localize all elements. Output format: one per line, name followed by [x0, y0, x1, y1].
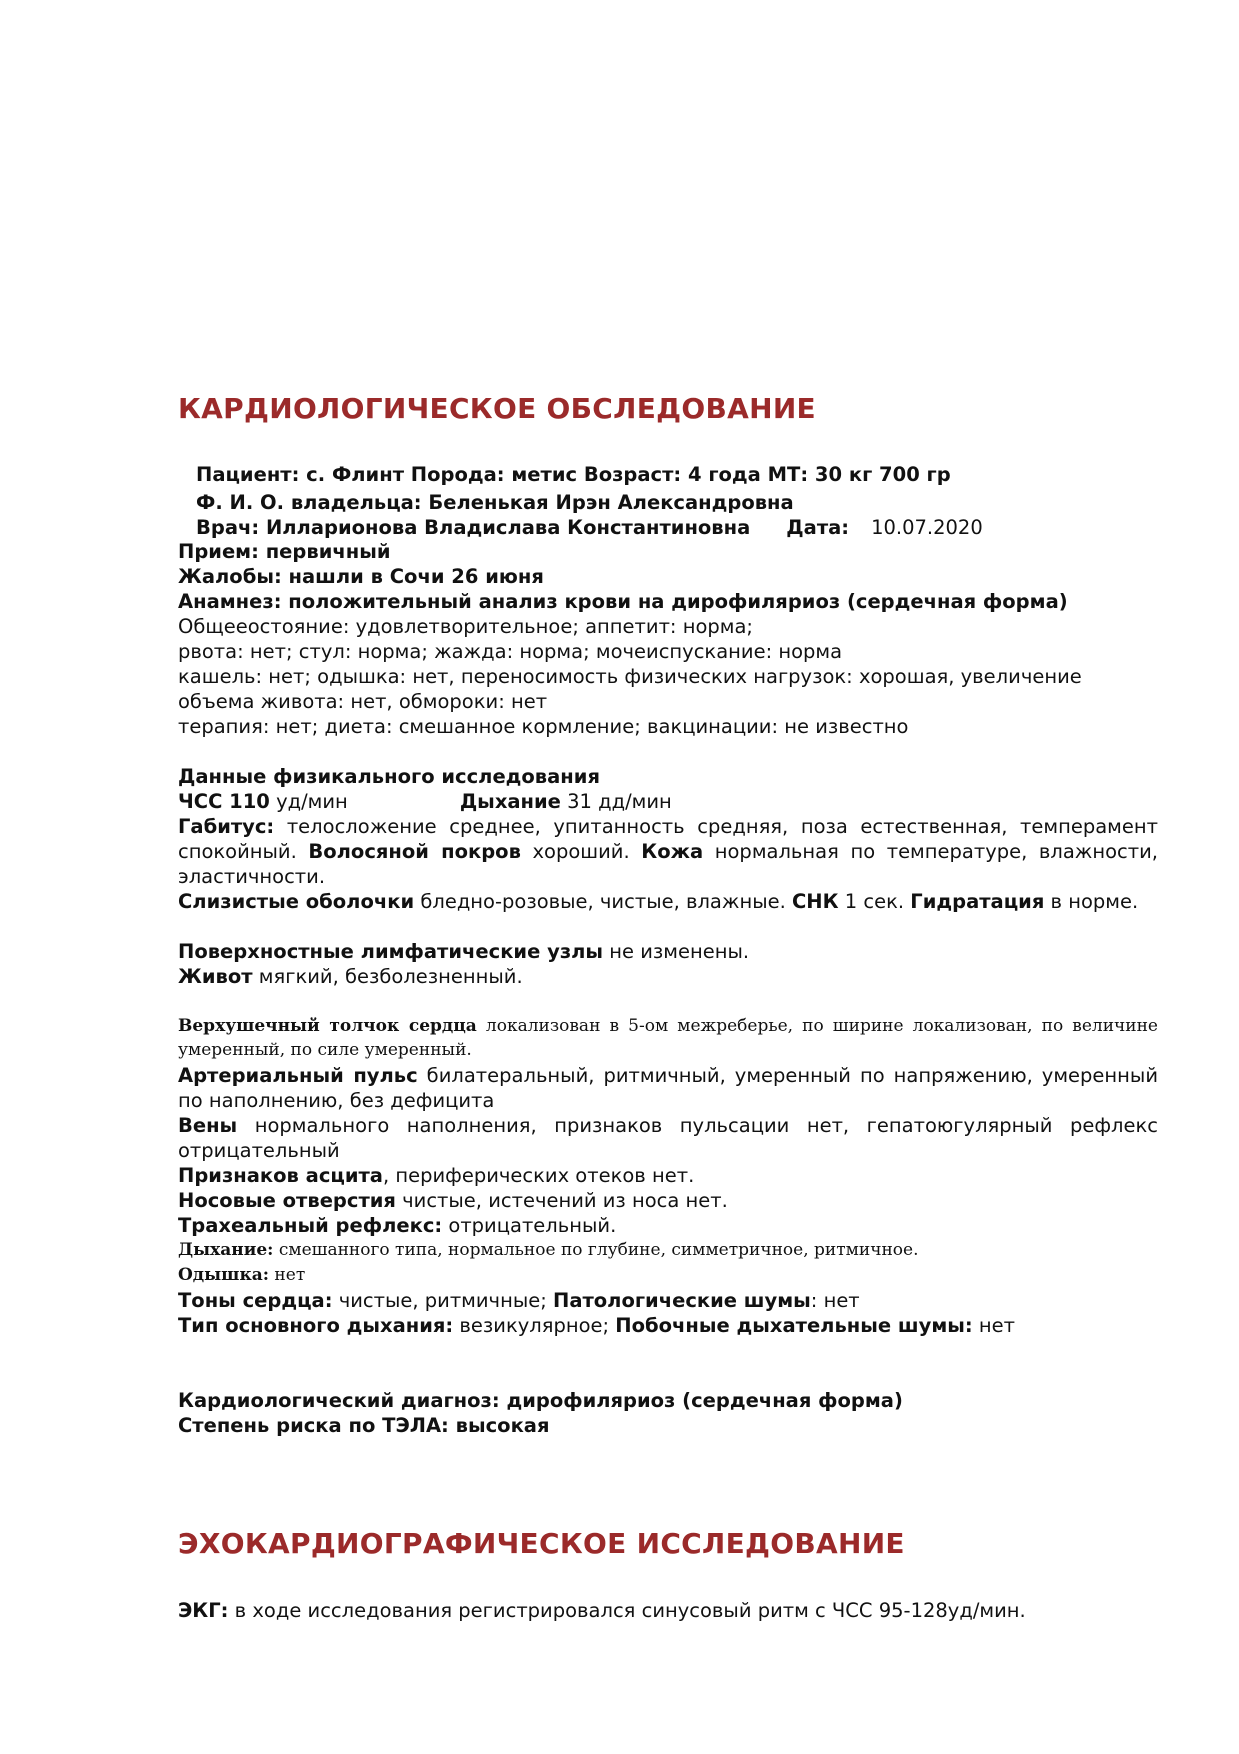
tones-label: Тоны сердца: [178, 1289, 333, 1312]
hair-label: Волосяной покров [308, 840, 521, 863]
patient-line: Пациент: с. Флинт Порода: метис Возраст: 4 года МТ: 30 кг 700 гр [196, 463, 951, 486]
veins-text: нормального наполнения, признаков пульсации нет, гепатоюгулярный рефлекс отрицательный [178, 1114, 1158, 1162]
physical-heading: Данные физикального исследования [178, 765, 600, 788]
crt-text: 1 сек. [838, 890, 911, 913]
breath-type-label: Тип основного дыхания: [178, 1314, 454, 1337]
complaints-line: Жалобы: нашли в Сочи 26 июня [178, 565, 544, 588]
dyspnea-text: нет [269, 1265, 306, 1285]
hair-text: хороший. [520, 840, 642, 863]
mucosa-label: Слизистые оболочки [178, 890, 415, 913]
mucosa-text: бледно-розовые, чистые, влажные. [414, 890, 792, 913]
general-line-2: рвота: нет; стул: норма; жажда: норма; мочеиспускание: норма [178, 640, 843, 663]
dyspnea-label: Одышка: [178, 1265, 270, 1285]
habitus-text: телосложение среднее, упитанность средняя, поза естественная, темперамент спокойный. [178, 815, 1158, 863]
apex-text: локализован в 5-ом межреберье, по ширине локализован, по величине умеренный, по силе умеренный. [178, 1016, 1158, 1060]
mucosa-paragraph [178, 889, 1158, 914]
reception-line: Прием: первичный [178, 540, 391, 563]
section-title-cardiology: КАРДИОЛОГИЧЕСКОЕ ОБСЛЕДОВАНИЕ [178, 392, 816, 425]
dyspnea-line [178, 1263, 1158, 1288]
ecg-line [178, 1598, 1158, 1623]
abdomen-text: мягкий, безболезненный. [252, 965, 523, 988]
extra-sounds-text: нет [972, 1314, 1016, 1337]
hydration-label: Гидратация [910, 890, 1045, 913]
breath-type-text: везикулярное; [453, 1314, 616, 1337]
tones-text: чистые, ритмичные; [332, 1289, 553, 1312]
breathing-line [178, 1238, 1158, 1263]
crt-label: СНК [792, 890, 839, 913]
ecg-text: в ходе исследования регистрировался синусовый ритм с ЧСС 95-128уд/мин. [228, 1599, 1026, 1622]
doctor-label: Врач: Илларионова Владислава Константиновна [196, 516, 751, 539]
hydration-text: в норме. [1044, 890, 1139, 913]
breathing-label: Дыхание: [178, 1240, 274, 1260]
murmur-label: Патологические шумы [553, 1289, 811, 1312]
apex-label: Верхушечный толчок сердца [178, 1016, 477, 1036]
pulse-paragraph [178, 1063, 1158, 1113]
apex-paragraph [178, 1014, 1158, 1062]
resp-label: Дыхание [459, 790, 561, 813]
habitus-paragraph [178, 814, 1158, 889]
pulse-label: Артериальный пульс [178, 1064, 418, 1087]
date-value: 10.07.2020 [871, 516, 983, 539]
veins-label: Вены [178, 1114, 238, 1137]
murmur-text: : нет [810, 1289, 860, 1312]
vitals-line [178, 789, 1158, 814]
nose-text: чистые, истечений из носа нет. [395, 1189, 728, 1212]
anamnesis-line: Анамнез: положительный анализ крови на дирофиляриоз (сердечная форма) [178, 590, 1068, 613]
habitus-label: Габитус: [178, 815, 275, 838]
risk-line: Степень риска по ТЭЛА: высокая [178, 1414, 550, 1437]
tracheal-text: отрицательный. [442, 1214, 617, 1237]
extra-sounds-label: Побочные дыхательные шумы: [615, 1314, 973, 1337]
ascites-text: , периферических отеков нет. [382, 1164, 695, 1187]
owner-line: Ф. И. О. владельца: Беленькая Ирэн Александровна [196, 491, 794, 514]
general-line-5: терапия: нет; диета: смешанное кормление; вакцинации: не известно [178, 715, 909, 738]
breath-type-line [178, 1313, 1158, 1338]
abdomen-label: Живот [178, 965, 253, 988]
doctor-date-line [196, 515, 1176, 540]
abdomen-line [178, 964, 1158, 989]
lymph-text: не изменены. [603, 940, 750, 963]
veins-paragraph [178, 1113, 1158, 1163]
heart-tones-line [178, 1288, 1158, 1313]
pulse-text: билатеральный, ритмичный, умеренный по напряжению, умеренный по наполнению, без дефицита [178, 1064, 1158, 1112]
hr-unit: уд/мин [269, 790, 348, 813]
ascites-label: Признаков асцита [178, 1164, 383, 1187]
tracheal-label: Трахеальный рефлекс: [178, 1214, 443, 1237]
lymph-line [178, 939, 1158, 964]
ecg-label: ЭКГ: [178, 1599, 229, 1622]
ascites-line [178, 1163, 1158, 1188]
diagnosis-line: Кардиологический диагноз: дирофиляриоз (сердечная форма) [178, 1389, 903, 1412]
skin-label: Кожа [641, 840, 704, 863]
lymph-label: Поверхностные лимфатические узлы [178, 940, 604, 963]
general-line-1: Общееостояние: удовлетворительное; аппетит: норма; [178, 615, 753, 638]
resp-value: 31 дд/мин [560, 790, 672, 813]
breathing-text: смешанного типа, нормальное по глубине, симметричное, ритмичное. [273, 1240, 919, 1260]
general-line-4: объема живота: нет, обмороки: нет [178, 690, 548, 713]
section-title-echo: ЭХОКАРДИОГРАФИЧЕСКОЕ ИССЛЕДОВАНИЕ [178, 1527, 905, 1560]
nose-line [178, 1188, 1158, 1213]
hr-label: ЧСС 110 [178, 790, 270, 813]
nose-label: Носовые отверстия [178, 1189, 396, 1212]
skin-text: нормальная по температуре, влажности, эластичности. [178, 840, 1159, 888]
general-line-3: кашель: нет; одышка: нет, переносимость физических нагрузок: хорошая, увеличение [178, 665, 1082, 688]
date-label: Дата: [786, 516, 850, 539]
tracheal-line [178, 1213, 1158, 1238]
